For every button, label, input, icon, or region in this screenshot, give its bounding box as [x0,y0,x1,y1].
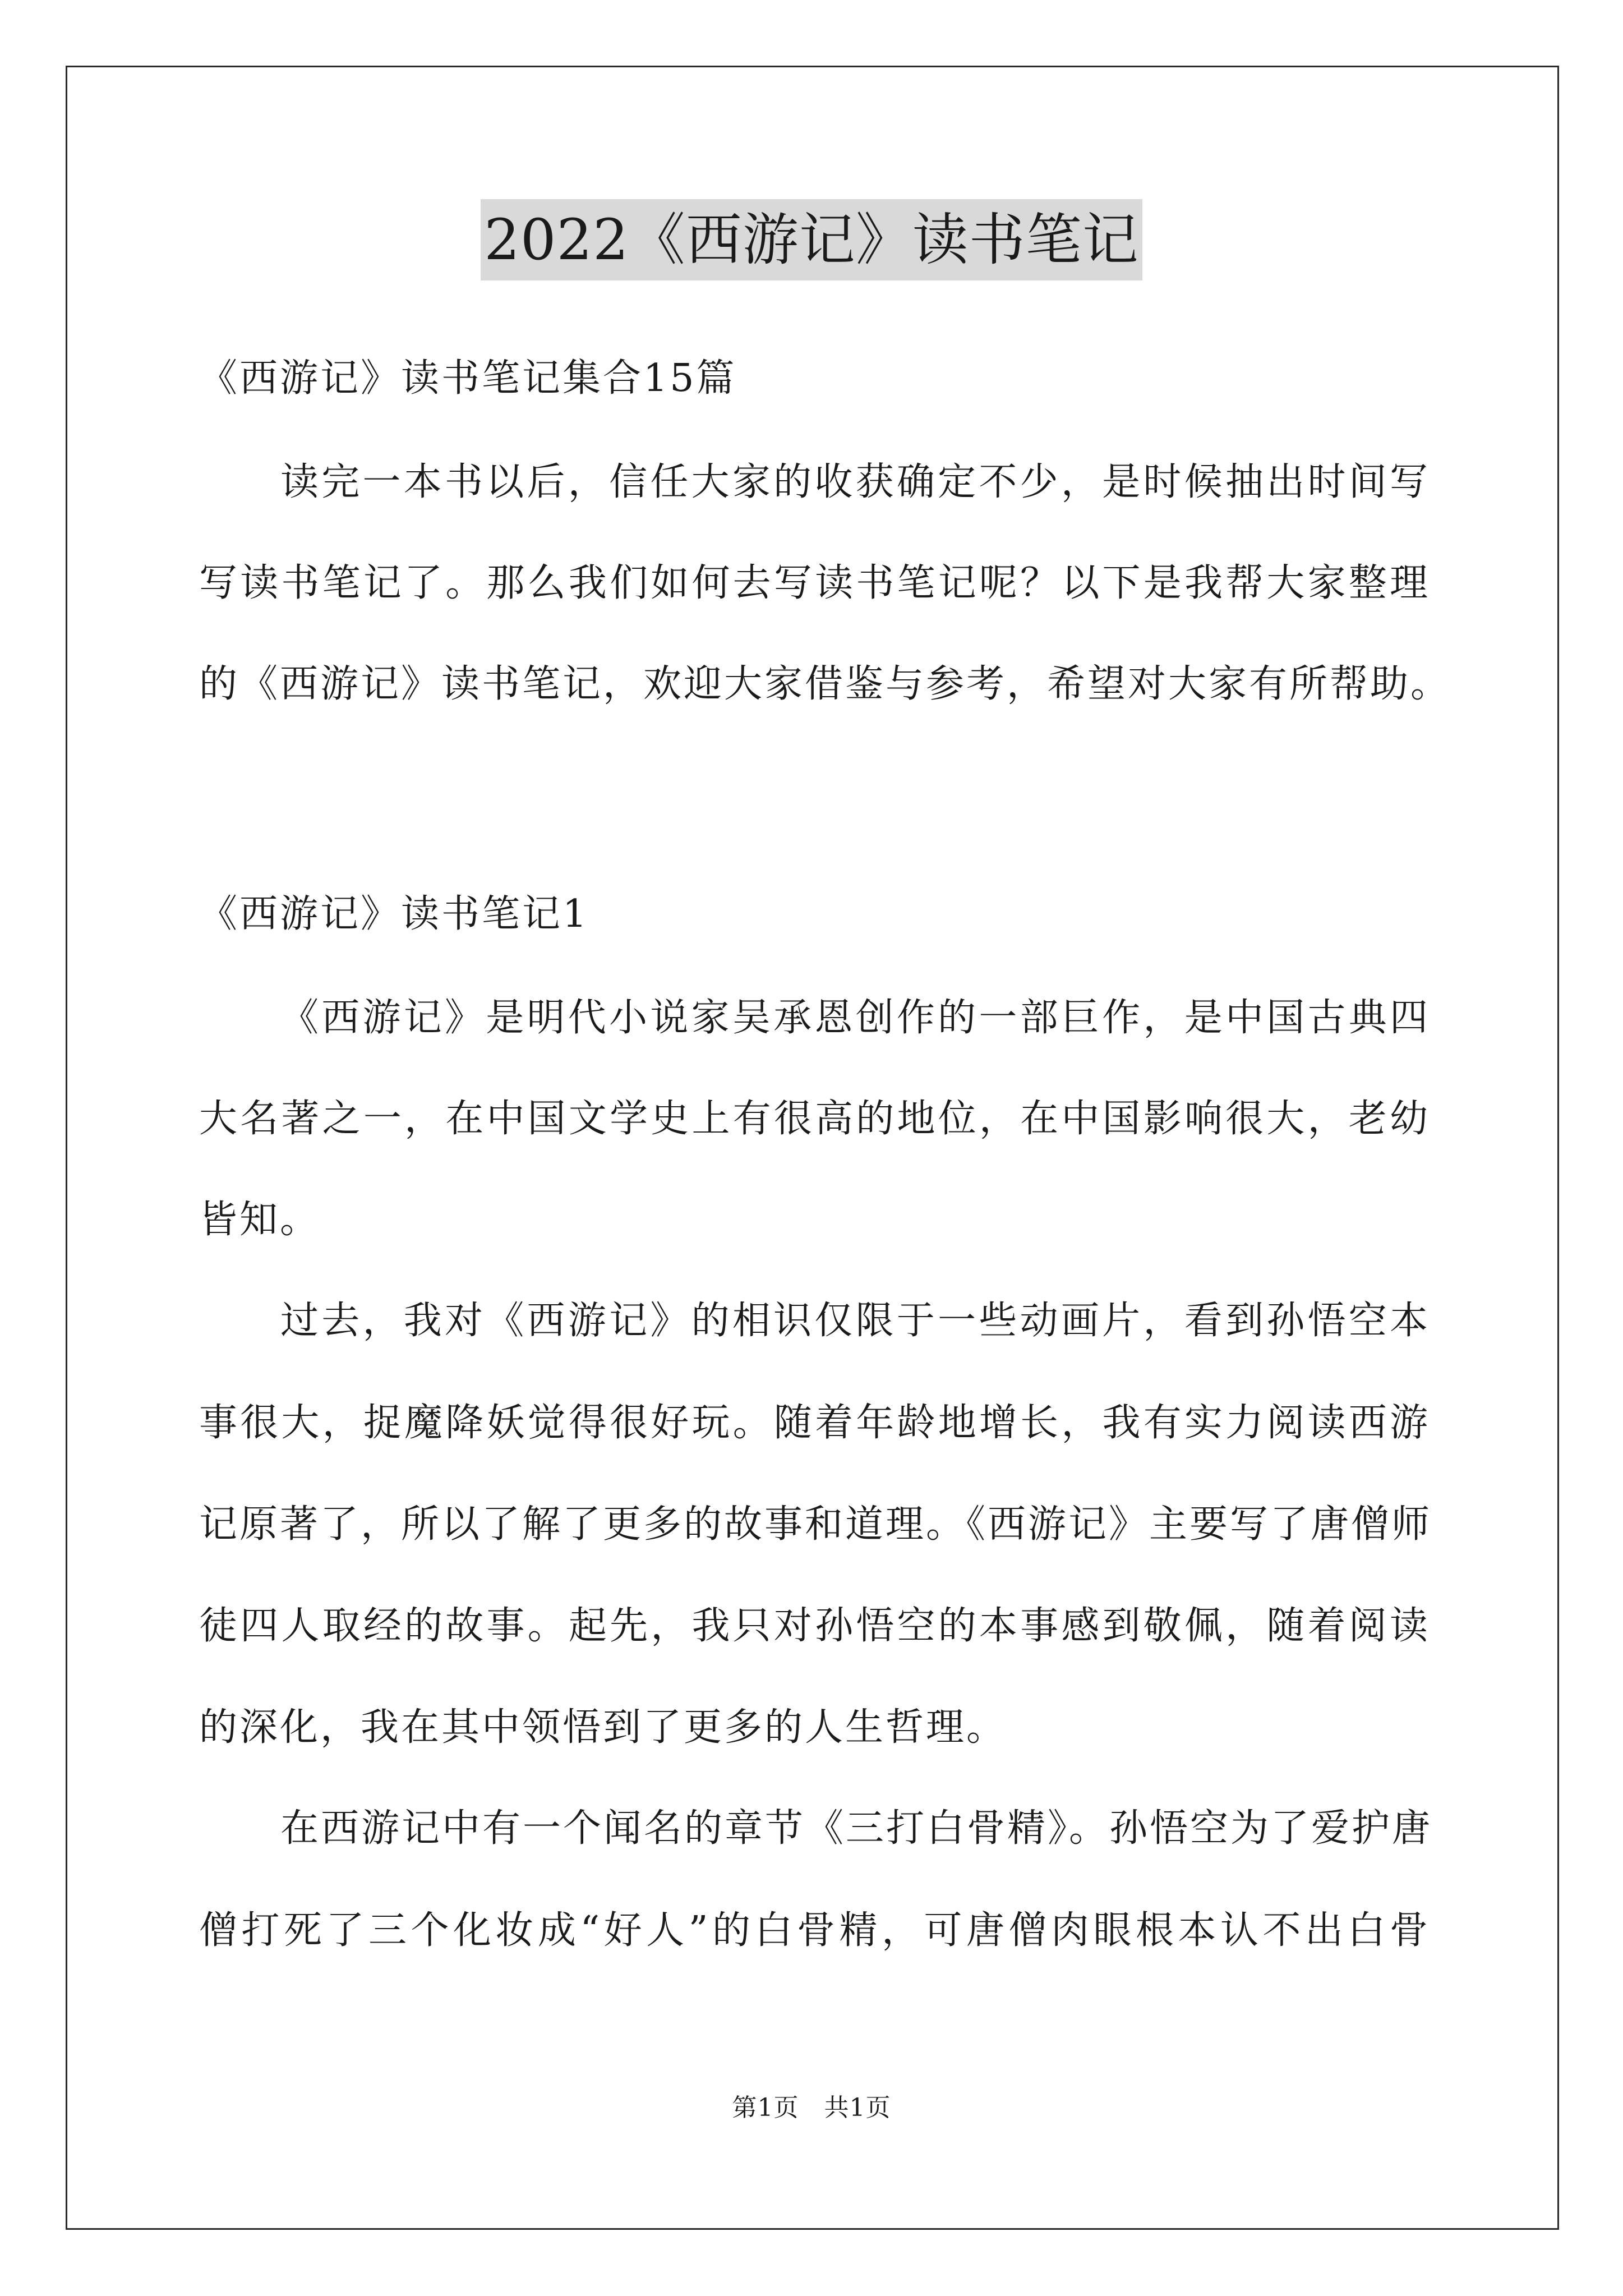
intro-line: 写读书笔记了。那么我们如何去写读书笔记呢？以下是我帮大家整理 [199,561,1430,605]
paragraph-line: 在西游记中有一个闻名的章节《三打白骨精》。孙悟空为了爱护唐 [280,1806,1433,1851]
paragraph-line: 过去，我对《西游记》的相识仅限于一些动画片，看到孙悟空本 [280,1299,1430,1343]
intro-line: 读完一本书以后，信任大家的收获确定不少，是时候抽出时间写 [280,460,1430,504]
paragraph-line: 僧打死了三个化妆成“好人”的白骨精，可唐僧肉眼根本认不出白骨 [199,1908,1430,1953]
title-container [0,199,1623,280]
paragraph-line: 的深化，我在其中领悟到了更多的人生哲理。 [199,1705,1007,1750]
page-footer: 第1页 共1页 [732,2093,891,2122]
paragraph-line: 大名著之一，在中国文学史上有很高的地位，在中国影响很大，老幼 [199,1097,1430,1141]
paragraph-line: 记原著了，所以了解了更多的故事和道理。《西游记》主要写了唐僧师 [199,1502,1432,1547]
paragraph-line: 皆知。 [199,1198,321,1242]
intro-line: 的《西游记》读书笔记，欢迎大家借鉴与参考，希望对大家有所帮助。 [199,662,1451,706]
section-heading: 《西游记》读书笔记1 [199,892,589,936]
paragraph-line: 事很大，捉魔降妖觉得很好玩。随着年龄地增长，我有实力阅读西游 [199,1401,1430,1445]
document-title: 2022《西游记》读书笔记 [481,199,1142,280]
paragraph-line: 《西游记》是明代小说家吴承恩创作的一部巨作，是中国古典四 [280,996,1430,1040]
paragraph-line: 徒四人取经的故事。起先，我只对孙悟空的本事感到敬佩，随着阅读 [199,1604,1430,1648]
document-subtitle: 《西游记》读书笔记集合15篇 [199,356,737,401]
